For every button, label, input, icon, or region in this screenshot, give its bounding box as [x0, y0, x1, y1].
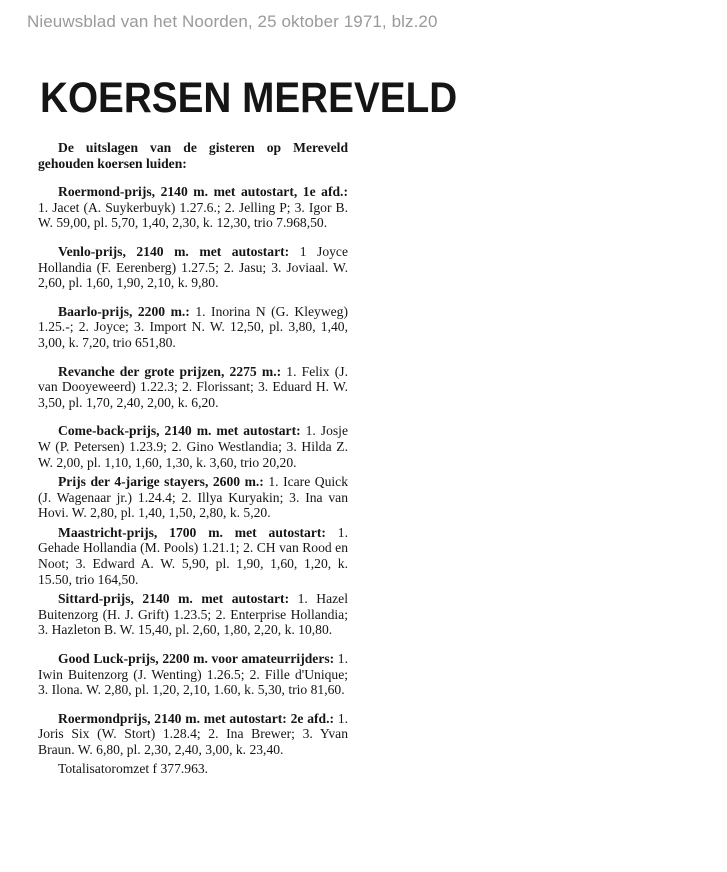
- race-result: [38, 184, 348, 231]
- race-details: 1. Hazel Buitenzorg (H. J. Grift) 1.23.5; 2. Enterprise Hollandia; 3. Hazleton B. W. 15,40, pl. 2,60, 1,80, 2,20, k. 10,80.: [38, 591, 348, 638]
- race-result: [38, 651, 348, 698]
- race-title: Baarlo-prijs, 2200 m.:: [58, 303, 190, 319]
- race-result: [38, 591, 348, 638]
- race-title: Roermond-prijs, 2140 m. met autostart, 1e afd.:: [58, 184, 348, 200]
- race-title: Good Luck-prijs, 2200 m. voor amateurrijders:: [58, 651, 335, 667]
- race-details: 1. Felix (J. van Dooyeweerd) 1.22.3; 2. Florissant; 3. Eduard H. W. 3,50, pl. 1,70, 2,40, 2,00, k. 6,20.: [38, 363, 348, 410]
- race-details: 1. Inorina N (G. Kleyweg) 1.25.-; 2. Joyce; 3. Import N. W. 12,50, pl. 3,80, 1,40, 3,00, k. 7,20, trio 651,80.: [38, 303, 348, 350]
- race-title: Maastricht-prijs, 1700 m. met autostart:: [58, 524, 326, 540]
- race-result: [38, 474, 348, 521]
- race-result: [38, 364, 348, 411]
- race-result: [38, 244, 348, 291]
- race-title: Sittard-prijs, 2140 m. met autostart:: [58, 591, 290, 607]
- race-title: Prijs der 4-jarige stayers, 2600 m.:: [58, 474, 264, 490]
- race-details: 1. Iwin Buitenzorg (J. Wenting) 1.26.5; 2. Fille d'Unique; 3. Ilona. W. 2,80, pl. 1,20, 2,10, 1.60, k. 5,30, trio 81,60.: [38, 651, 348, 698]
- race-title: Venlo-prijs, 2140 m. met autostart:: [58, 243, 290, 259]
- race-result: [38, 423, 348, 470]
- race-title: Come-back-prijs, 2140 m. met autostart:: [58, 423, 301, 439]
- race-title: Revanche der grote prijzen, 2275 m.:: [58, 363, 282, 379]
- article-intro: [38, 140, 348, 171]
- article-headline: KOERSEN MEREVELD: [40, 74, 458, 122]
- race-result: [38, 711, 348, 758]
- race-result: [38, 304, 348, 351]
- race-details: 1 Joyce Hollandia (F. Eerenberg) 1.27.5; 2. Jasu; 3. Joviaal. W. 2,60, pl. 1,60, 1,90, 2,10, k. 9,80.: [38, 243, 348, 291]
- race-details: 1. Icare Quick (J. Wagenaar jr.) 1.24.4; 2. Illya Kuryakin; 3. Ina van Hovi. W. 2,80, pl. 1,40, 1,50, 2,80, k. 5,20.: [38, 474, 348, 521]
- race-details: 1. Gehade Hollandia (M. Pools) 1.21.1; 2. CH van Rood en Noot; 3. Edward A. W. 5,90, pl. 1,90, 1,60, 1,20, k. 15.50, trio 164,50.: [38, 524, 348, 587]
- race-details: 1. Josje W (P. Petersen) 1.23.9; 2. Gino Westlandia; 3. Hilda Z. W. 2,00, pl. 1,10, 1,60, 1,30, k. 3,60, trio 20,20.: [38, 423, 348, 470]
- race-details: 1. Joris Six (W. Stort) 1.28.4; 2. Ina Brewer; 3. Yvan Braun. W. 6,80, pl. 2,30, 2,40, 3,00, k. 23,40.: [38, 710, 349, 757]
- race-title: Roermondprijs, 2140 m. met autostart: 2e afd.:: [58, 710, 335, 726]
- intro-text: De uitslagen van de gisteren op Mereveld gehouden koersen luiden:: [38, 140, 348, 171]
- totalisator-total: Totalisatoromzet f 377.963.: [58, 760, 209, 776]
- race-result: [38, 525, 348, 587]
- race-details: 1. Jacet (A. Suykerbuyk) 1.27.6.; 2. Jelling P; 3. Igor B. W. 59,00, pl. 5,70, 1,40, 2,30, k. 12,30, trio 7.968,50.: [38, 199, 348, 231]
- source-citation: Nieuwsblad van het Noorden, 25 oktober 1971, blz.20: [27, 12, 438, 31]
- newspaper-clipping: [38, 68, 458, 776]
